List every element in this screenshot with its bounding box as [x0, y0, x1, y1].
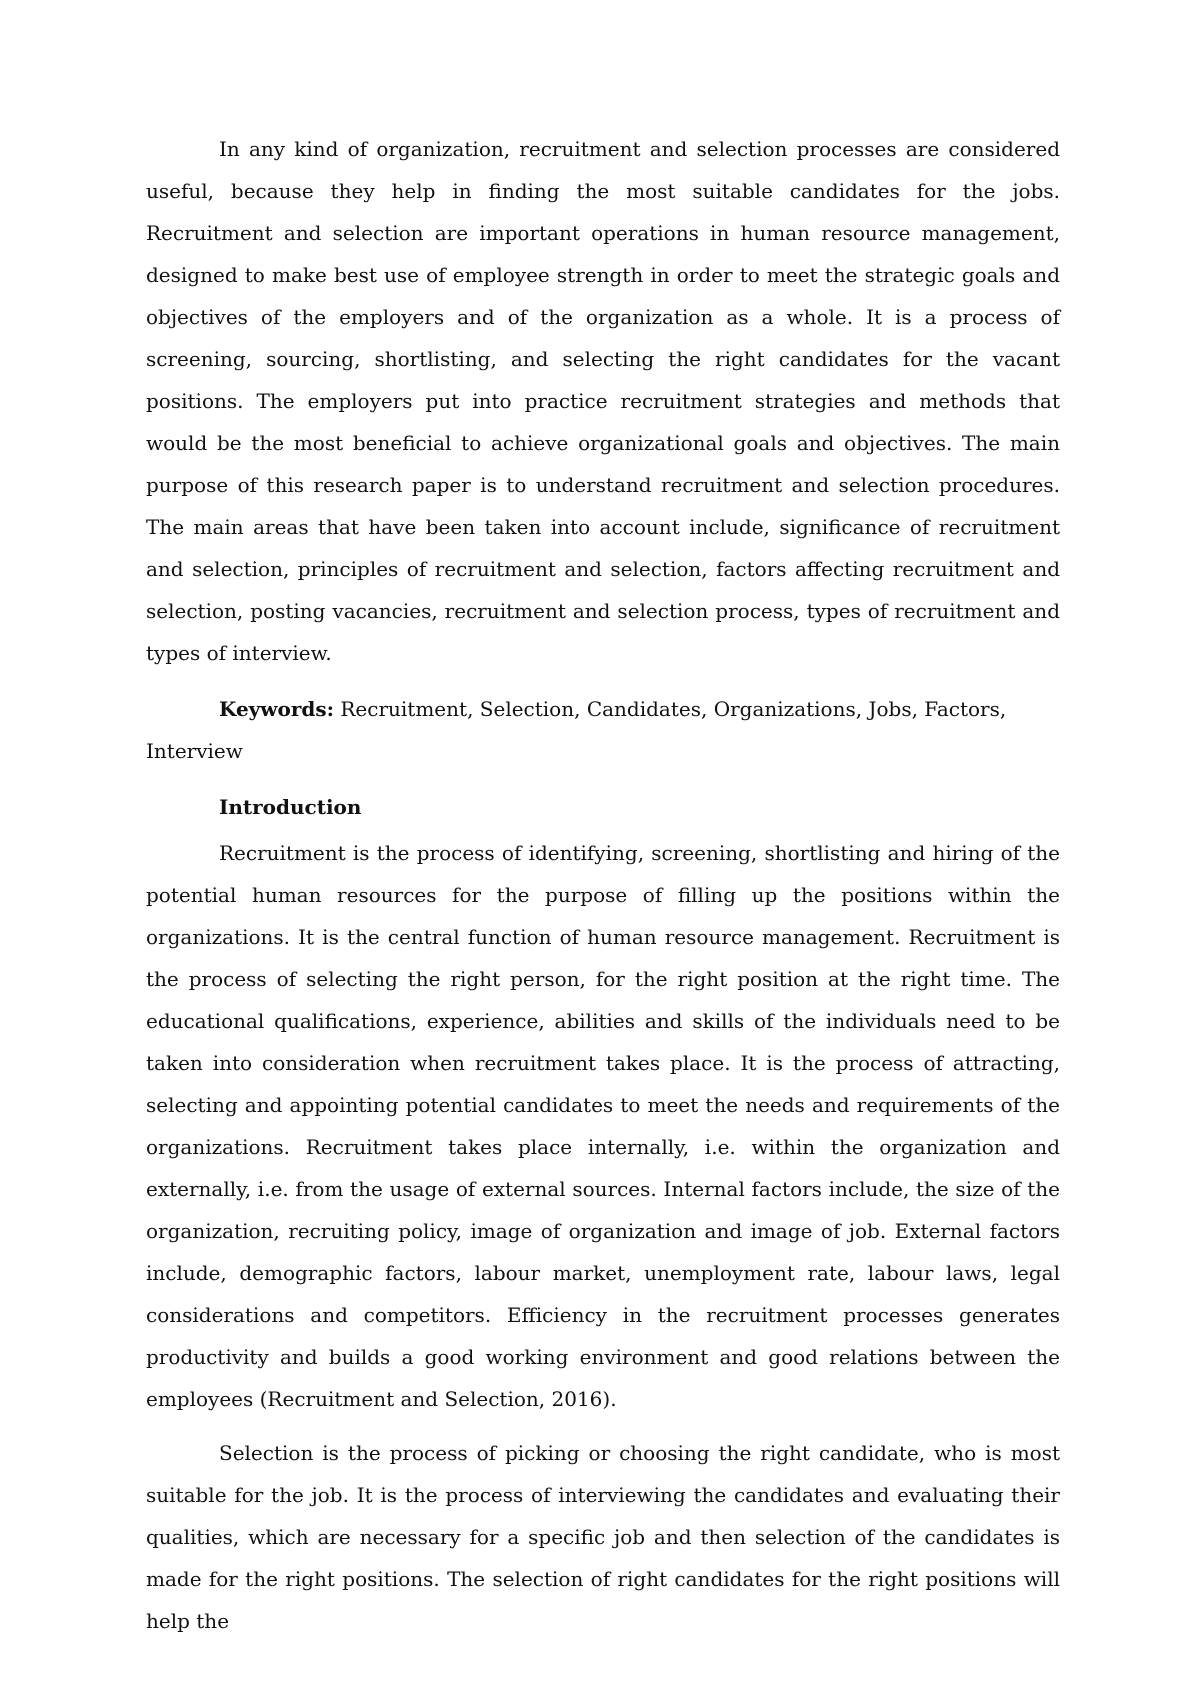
document-body	[146, 128, 1060, 1642]
keywords-text: Recruitment, Selection, Candidates, Organizations, Jobs, Factors, Interview	[146, 697, 1007, 763]
introduction-heading: Introduction	[219, 795, 362, 819]
keywords-paragraph	[146, 688, 1060, 772]
introduction-paragraph-1: Recruitment is the process of identifying, screening, shortlisting and hiring of the potential human resources for the purpose of filling up the positions within the organizations. It is the central function of human resource management. Recruitment is the process of selecting the right person, for the right position at the right time. The educational qualifications, experience, abilities and skills of the individuals need to be taken into consideration when recruitment takes place. It is the process of attracting, selecting and appointing potential candidates to meet the needs and requirements of the organizations. Recruitment takes place internally, i.e. within the organization and externally, i.e. from the usage of external sources. Internal factors include, the size of the organization, recruiting policy, image of organization and image of job. External factors include, demographic factors, labour market, unemployment rate, labour laws, legal considerations and competitors. Efficiency in the recruitment processes generates productivity and builds a good working environment and good relations between the employees (Recruitment and Selection, 2016).	[146, 841, 1060, 1411]
introduction-paragraph-2: Selection is the process of picking or choosing the right candidate, who is most suitable for the job. It is the process of interviewing the candidates and evaluating their qualities, which are necessary for a specific job and then selection of the candidates is made for the right positions. The selection of right candidates for the right positions will help the	[146, 1441, 1060, 1633]
abstract-paragraph: In any kind of organization, recruitment and selection processes are considered useful, because they help in finding the most suitable candidates for the jobs. Recruitment and selection are important operations in human resource management, designed to make best use of employee strength in order to meet the strategic goals and objectives of the employers and of the organization as a whole. It is a process of screening, sourcing, shortlisting, and selecting the right candidates for the vacant positions. The employers put into practice recruitment strategies and methods that would be the most beneficial to achieve organizational goals and objectives. The main purpose of this research paper is to understand recruitment and selection procedures. The main areas that have been taken into account include, significance of recruitment and selection, principles of recruitment and selection, factors affecting recruitment and selection, posting vacancies, recruitment and selection process, types of recruitment and types of interview.	[146, 137, 1060, 665]
keywords-label: Keywords:	[219, 697, 335, 721]
